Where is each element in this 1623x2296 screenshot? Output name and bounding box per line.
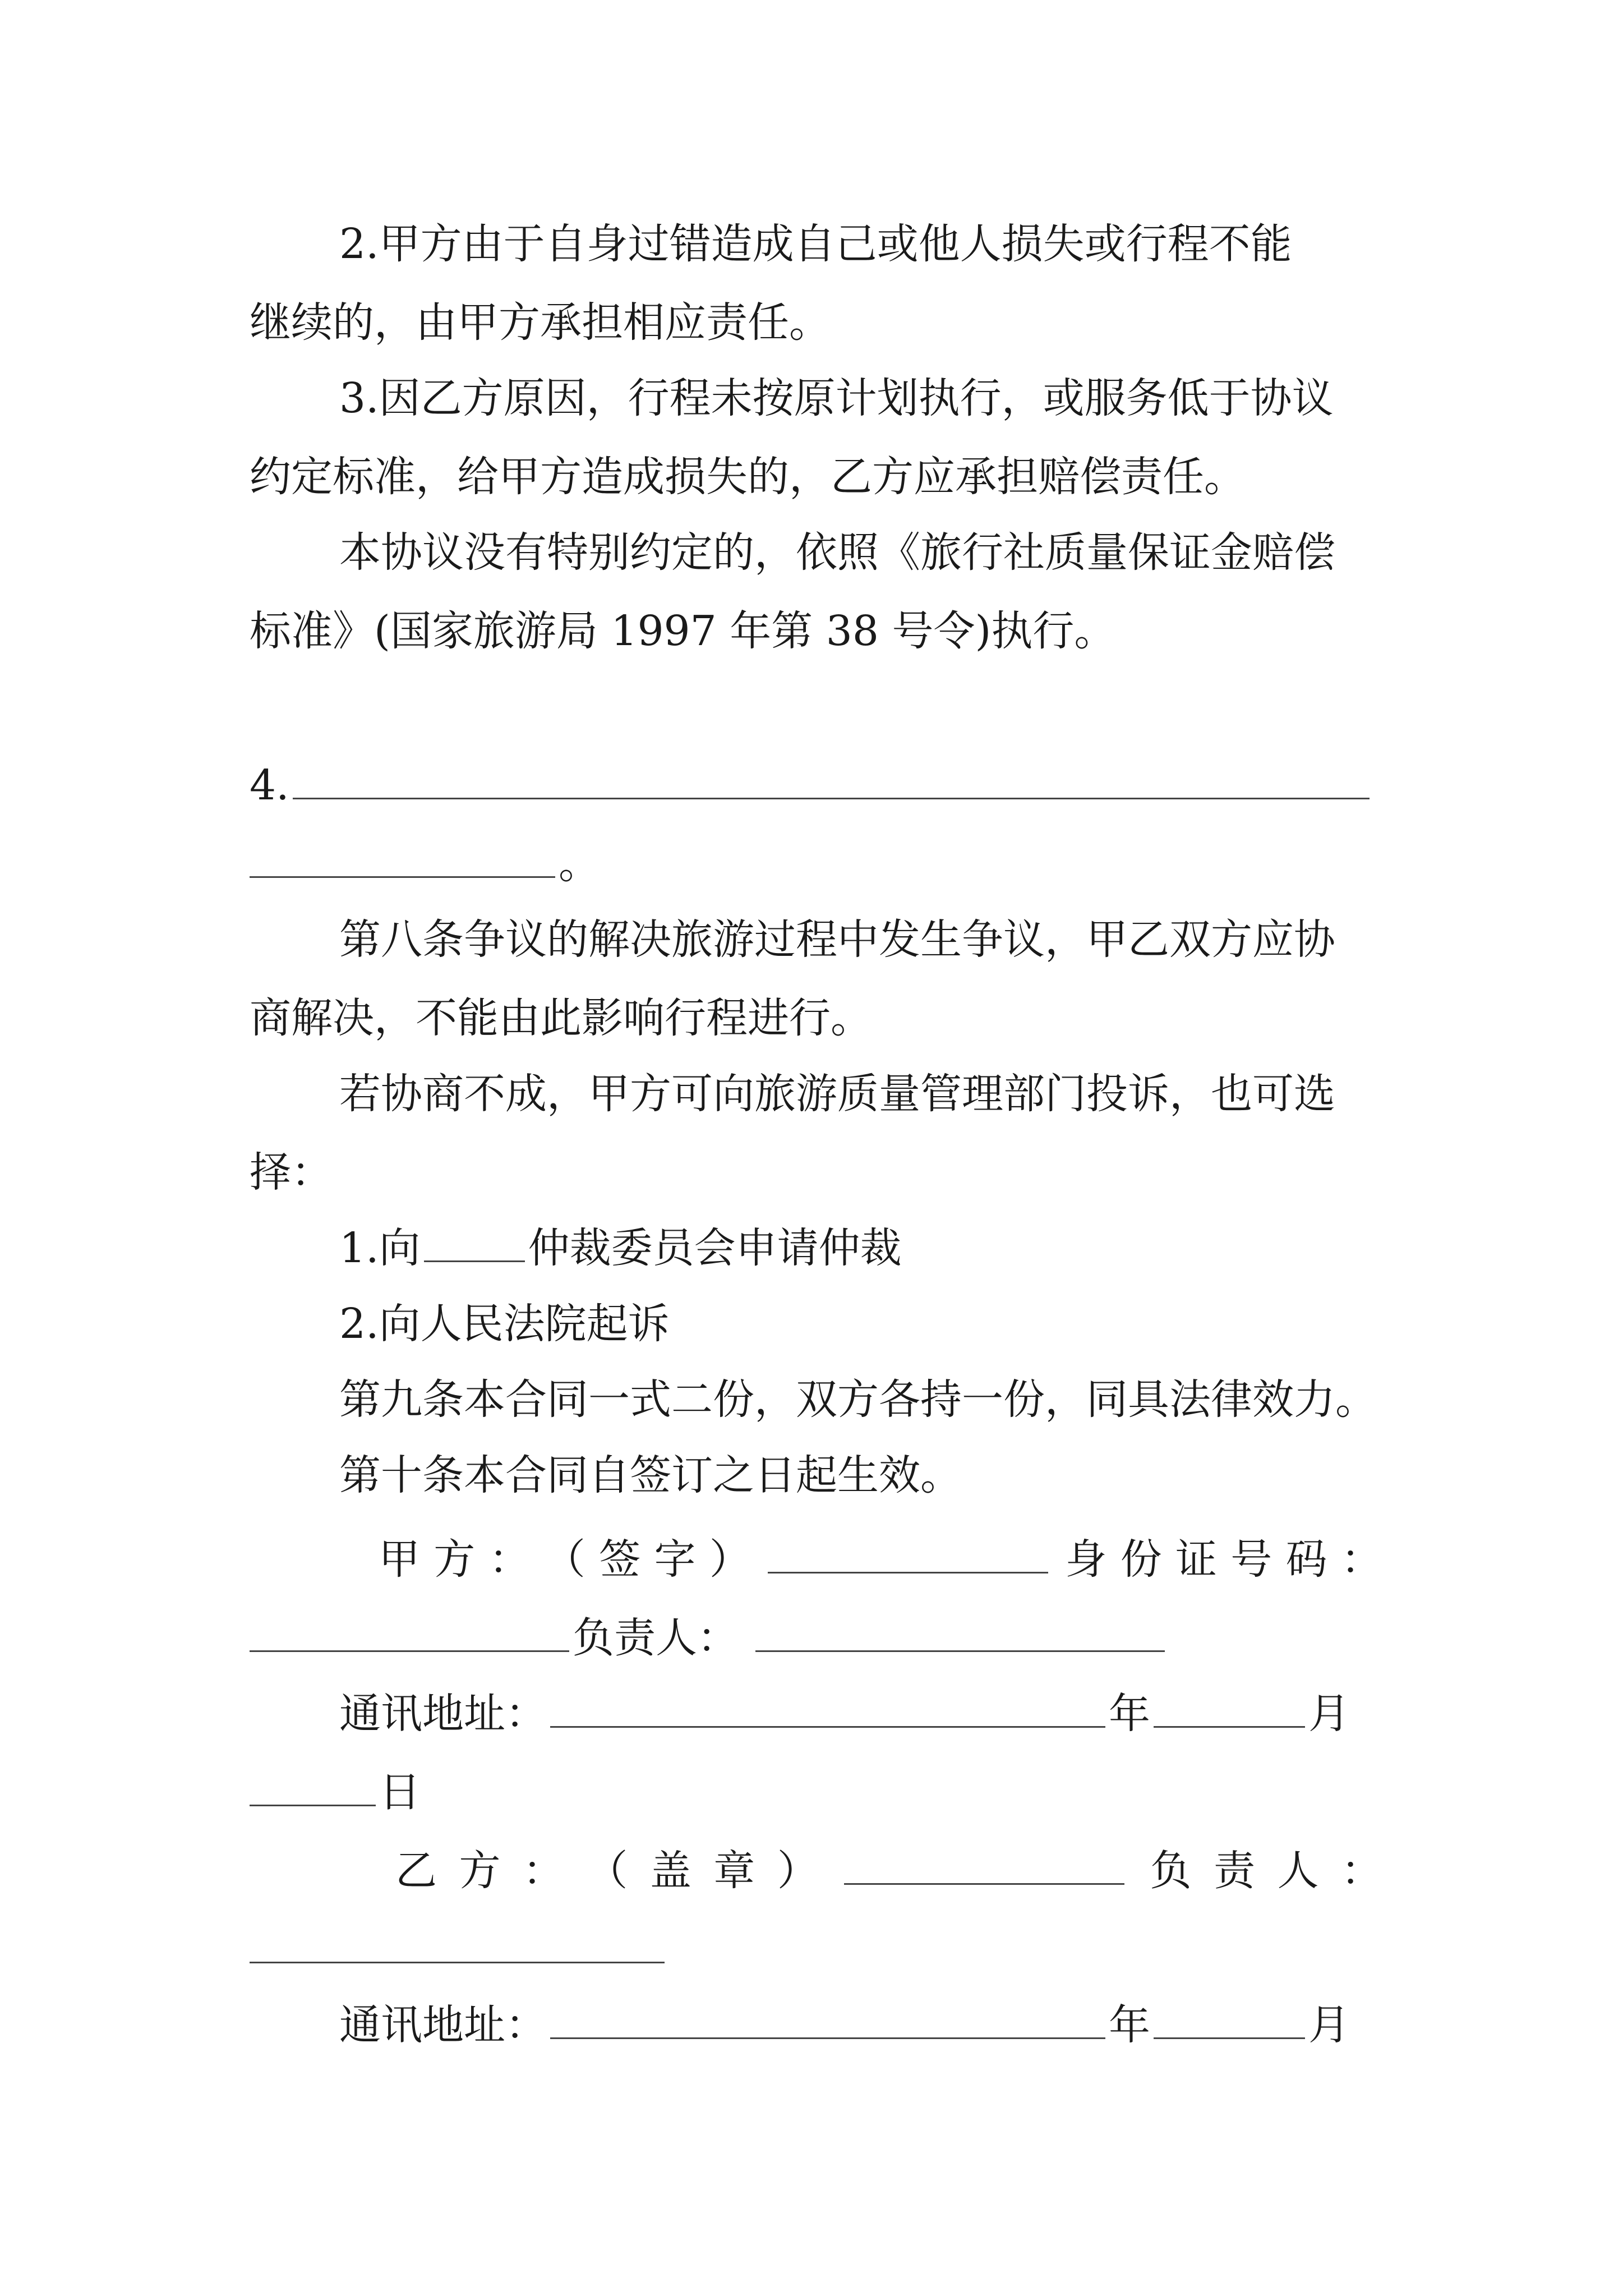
party-b-address-blank	[550, 2037, 1105, 2039]
clause-2-line-1: 2.甲方由于自身过错造成自己或他人损失或行程不能	[339, 220, 1292, 268]
clause-3-line-1: 3.因乙方原因，行程未按原计划执行，或服务低于协议	[339, 374, 1334, 422]
party-b-responsible-char: 人	[1277, 1847, 1319, 1895]
party-b-char: ）	[777, 1847, 819, 1895]
clause-4-number: 4.	[250, 761, 289, 809]
party-a-char: ）	[709, 1535, 751, 1584]
party-b-year: 年	[1109, 2001, 1150, 2049]
clause-4-blank-1	[293, 797, 1370, 799]
party-b-line	[395, 1840, 1382, 1902]
party-b-seal-blank	[844, 1883, 1124, 1885]
clause-2-line-2: 继续的，由甲方承担相应责任。	[250, 298, 831, 347]
party-b-char: ：	[522, 1847, 564, 1895]
party-a-year-blank	[1154, 1726, 1305, 1728]
party-a-address-line	[339, 1683, 1382, 1745]
party-b-responsible-blank-line	[250, 1918, 1382, 1980]
party-b-month: 月	[1308, 2001, 1350, 2049]
clause-4-line-2	[250, 833, 1382, 895]
option-1-prefix: 1.向	[339, 1224, 421, 1272]
party-b-address-label: 通讯地址：	[339, 2001, 547, 2049]
article-8-line-1: 第八条争议的解决旅游过程中发生争议，甲乙双方应协	[339, 915, 1335, 964]
party-a-char: ：	[488, 1535, 531, 1584]
party-a-responsible-label: 负责人：	[573, 1614, 739, 1662]
id-label-char: ：	[1340, 1535, 1382, 1584]
party-b-char: 乙	[395, 1847, 437, 1895]
party-b-address-line	[339, 1994, 1382, 2056]
complaint-line-2: 择：	[250, 1148, 333, 1197]
party-b-responsible-char: ：	[1340, 1847, 1382, 1895]
party-a-day: 日	[379, 1768, 421, 1816]
party-a-day-blank	[250, 1804, 376, 1806]
party-b-responsible-char: 责	[1214, 1847, 1256, 1895]
party-b-char: 方	[459, 1847, 501, 1895]
party-a-line	[379, 1529, 1382, 1590]
option-1-suffix: 仲裁委员会申请仲裁	[528, 1224, 902, 1272]
id-number-blank	[250, 1650, 569, 1652]
party-a-day-line	[250, 1761, 1382, 1823]
party-b-responsible-blank	[250, 1961, 665, 1963]
party-b-year-blank	[1154, 2037, 1305, 2039]
party-a-char: 方	[434, 1535, 476, 1584]
option-1	[339, 1217, 1382, 1279]
party-a-char: 签	[599, 1535, 641, 1584]
party-a-signature-blank	[768, 1571, 1048, 1573]
arbitration-blank	[424, 1260, 525, 1262]
article-9: 第九条本合同一式二份，双方各持一份，同具法律效力。	[339, 1375, 1377, 1424]
note-line-1: 本协议没有特别约定的，依照《旅行社质量保证金赔偿	[339, 528, 1335, 577]
article-8-line-2: 商解决，不能由此影响行程进行。	[250, 994, 872, 1042]
option-2: 2.向人民法院起诉	[339, 1300, 670, 1348]
complaint-line-1: 若协商不成，甲方可向旅游质量管理部门投诉，也可选	[339, 1070, 1335, 1118]
clause-4-line-1	[250, 754, 1382, 816]
party-a-responsible-blank	[755, 1650, 1165, 1652]
note-line-2: 标准》(国家旅游局 1997 年第 38 号令)执行。	[250, 607, 1116, 655]
party-b-char: （	[586, 1847, 628, 1895]
party-a-address-label: 通讯地址：	[339, 1690, 547, 1738]
party-a-responsible-line	[250, 1607, 1382, 1669]
clause-4-end: 。	[559, 840, 600, 888]
party-b-responsible-char: 负	[1150, 1847, 1192, 1895]
id-label-char: 身	[1065, 1535, 1107, 1584]
clause-3-line-2: 约定标准，给甲方造成损失的，乙方应承担赔偿责任。	[250, 453, 1246, 501]
party-b-char: 章	[713, 1847, 755, 1895]
id-label-char: 号	[1230, 1535, 1272, 1584]
clause-4-blank-2	[250, 876, 555, 878]
party-a-char: 字	[654, 1535, 696, 1584]
id-label-char: 份	[1120, 1535, 1162, 1584]
id-label-char: 证	[1175, 1535, 1217, 1584]
id-label-char: 码	[1285, 1535, 1327, 1584]
party-a-char: （	[543, 1535, 585, 1584]
party-a-year: 年	[1109, 1690, 1150, 1738]
article-10: 第十条本合同自签订之日起生效。	[339, 1451, 962, 1499]
party-a-month: 月	[1308, 1690, 1350, 1738]
party-b-char: 盖	[649, 1847, 691, 1895]
party-a-char: 甲	[379, 1535, 420, 1584]
party-a-address-blank	[550, 1726, 1105, 1728]
